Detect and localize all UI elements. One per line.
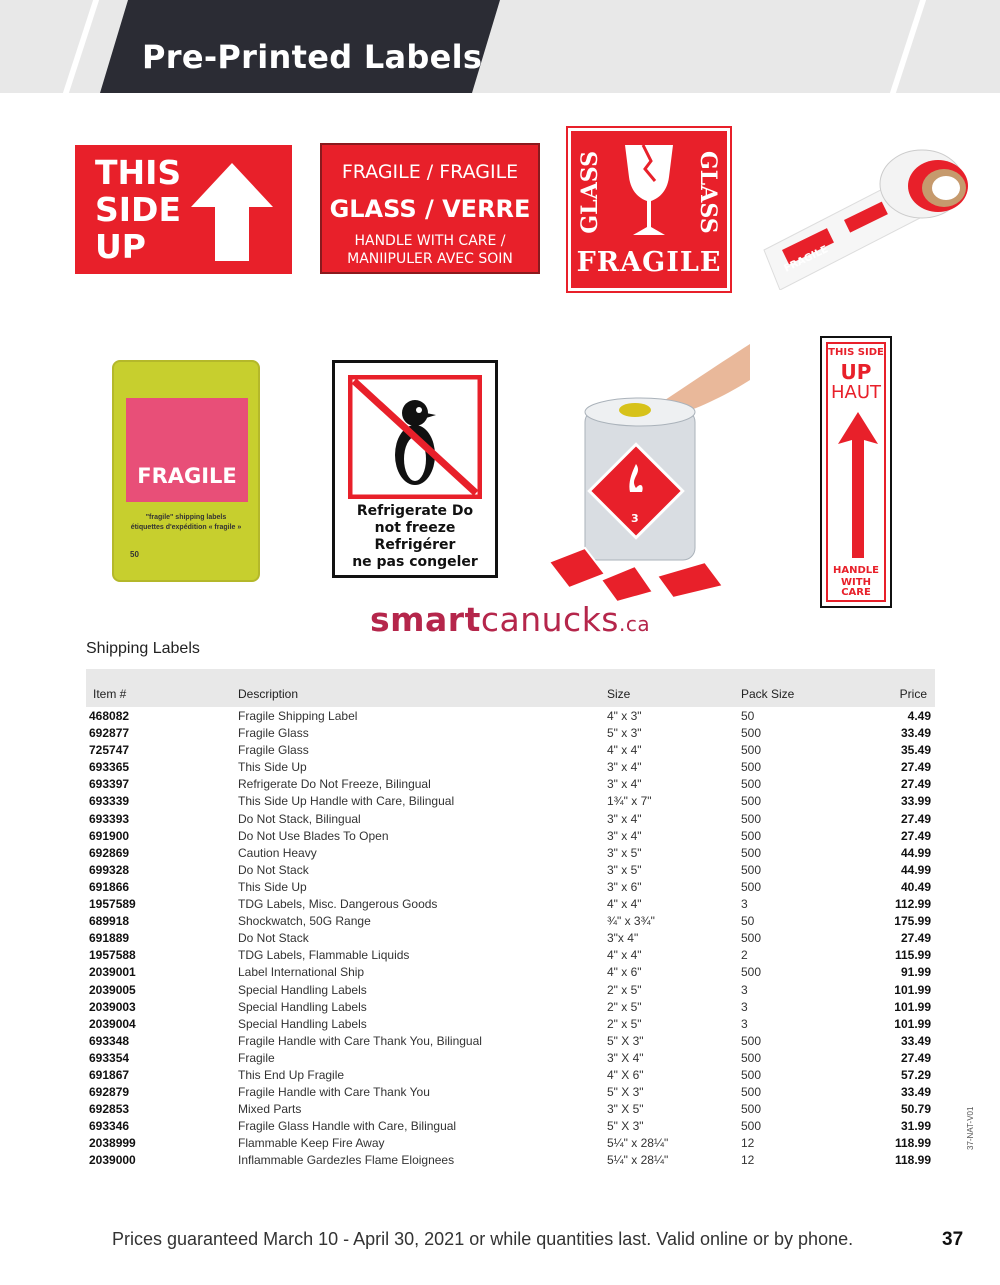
- item-pack-size: 3: [741, 897, 748, 912]
- item-number: 2039005: [89, 982, 136, 997]
- refrigerate-label-image: [332, 360, 498, 578]
- table-row: [86, 793, 935, 810]
- item-size: 4" x 4": [607, 948, 642, 963]
- item-size: 4" x 6": [607, 965, 642, 980]
- item-number: 691867: [89, 1067, 130, 1082]
- header-pack-size: Pack Size: [741, 687, 795, 701]
- fragile-tape-roll-image: [760, 140, 970, 290]
- item-pack-size: 500: [741, 794, 762, 809]
- item-price: 118.99: [894, 1136, 931, 1151]
- item-number: 693365: [89, 760, 130, 775]
- item-price: 57.29: [900, 1067, 931, 1082]
- item-price: 33.49: [900, 1085, 931, 1100]
- item-pack-size: 50: [741, 914, 755, 929]
- watermark-part2: canucks: [480, 600, 620, 639]
- item-description: Do Not Stack: [238, 931, 309, 946]
- haut-line5: WITH CARE: [841, 577, 871, 598]
- page-number: 37: [942, 1229, 964, 1250]
- item-pack-size: 500: [741, 965, 762, 980]
- item-pack-size: 12: [741, 1136, 755, 1151]
- tape-roll-text: FRAGILE: [782, 244, 830, 275]
- side-code: 37-NAT-V01: [966, 1106, 975, 1150]
- item-pack-size: 500: [741, 1102, 762, 1117]
- item-price: 44.99: [900, 862, 931, 877]
- smartcanucks-watermark: [370, 600, 650, 639]
- table-row: [86, 947, 935, 964]
- table-row: [86, 999, 935, 1016]
- item-description: Fragile Glass: [238, 726, 309, 741]
- item-size: 3" x 4": [607, 828, 642, 843]
- item-description: Do Not Use Blades To Open: [238, 828, 389, 843]
- item-price: 91.99: [900, 965, 931, 980]
- haut-line4: HANDLE: [833, 565, 879, 576]
- item-number: 693397: [89, 777, 130, 792]
- item-description: Fragile Shipping Label: [238, 709, 358, 723]
- penguin-no-icon: [348, 375, 482, 499]
- glass-fragile-bottom-text: FRAGILE: [576, 247, 722, 278]
- item-description: Fragile Handle with Care Thank You, Bilingual: [238, 1033, 482, 1048]
- item-size: 4" x 4": [607, 743, 642, 758]
- item-size: 5" X 3": [607, 1033, 644, 1048]
- table-row: [86, 708, 935, 725]
- item-pack-size: 500: [741, 743, 762, 758]
- watermark-part1: smart: [370, 600, 481, 639]
- item-number: 2038999: [89, 1136, 136, 1151]
- item-number: 699328: [89, 862, 130, 877]
- item-number: 2039003: [89, 999, 136, 1014]
- item-size: 3" X 4": [607, 1050, 644, 1065]
- item-pack-size: 500: [741, 1033, 762, 1048]
- item-number: 693393: [89, 811, 130, 826]
- table-row: [86, 845, 935, 862]
- haut-line3: HAUT: [830, 382, 882, 403]
- item-size: 4" x 3": [607, 709, 642, 723]
- glass-fragile-label-image: [568, 128, 730, 291]
- item-pack-size: 500: [741, 828, 762, 843]
- item-description: Inflammable Gardezles Flame Eloignees: [238, 1153, 455, 1168]
- fragile-pack-caption1: "fragile" shipping labels: [145, 514, 227, 521]
- watermark-part3: .ca: [619, 612, 651, 636]
- item-description: Fragile Glass: [238, 743, 309, 758]
- item-pack-size: 3: [741, 982, 748, 997]
- this-side-up-line3: UP: [95, 227, 146, 266]
- item-number: 468082: [89, 709, 130, 723]
- item-size: 3" x 5": [607, 845, 642, 860]
- item-price: 50.79: [900, 1102, 931, 1117]
- item-description: Fragile Glass Handle with Care, Bilingual: [238, 1119, 457, 1134]
- item-number: 693348: [89, 1033, 130, 1048]
- item-description: Fragile: [238, 1050, 275, 1065]
- item-size: 5" X 3": [607, 1085, 644, 1100]
- header-item: Item #: [93, 687, 127, 701]
- item-description: Label International Ship: [238, 965, 365, 980]
- item-description: This End Up Fragile: [238, 1067, 345, 1082]
- item-price: 118.99: [894, 1153, 931, 1168]
- table-row: [86, 1135, 935, 1152]
- item-pack-size: 3: [741, 1016, 748, 1031]
- item-size: 4" x 4": [607, 897, 642, 912]
- item-description: TDG Labels, Misc. Dangerous Goods: [238, 897, 438, 912]
- item-price: 44.99: [900, 845, 931, 860]
- item-price: 33.49: [900, 1033, 931, 1048]
- item-price: 33.49: [900, 726, 931, 741]
- item-pack-size: 500: [741, 879, 762, 894]
- item-price: 27.49: [900, 811, 931, 826]
- item-number: 693354: [89, 1050, 130, 1065]
- item-description: TDG Labels, Flammable Liquids: [238, 948, 410, 963]
- item-number: 1957589: [89, 897, 136, 912]
- item-number: 692877: [89, 726, 130, 741]
- this-side-up-line2: SIDE: [95, 190, 181, 229]
- item-number: 2039004: [89, 1016, 136, 1031]
- item-number: 692869: [89, 845, 130, 860]
- fragile-glass-line2: GLASS / VERRE: [329, 195, 531, 223]
- item-size: 3" X 5": [607, 1102, 644, 1117]
- item-number: 691889: [89, 931, 130, 946]
- item-pack-size: 500: [741, 777, 762, 792]
- haut-line2: UP: [840, 360, 872, 384]
- item-number: 689918: [89, 914, 130, 929]
- item-description: Mixed Parts: [238, 1102, 302, 1117]
- table-row: [86, 1152, 935, 1169]
- item-description: Special Handling Labels: [238, 999, 367, 1014]
- fragile-glass-line3: HANDLE WITH CARE /: [354, 233, 506, 249]
- table-row: [86, 776, 935, 793]
- item-price: 112.99: [894, 897, 931, 912]
- item-pack-size: 12: [741, 1153, 755, 1168]
- item-size: ¾" x 3¾": [607, 914, 655, 929]
- table-row: [86, 828, 935, 845]
- item-size: 3"x 4": [607, 931, 639, 946]
- header-slash-right: [890, 0, 926, 93]
- item-size: 3" x 4": [607, 760, 642, 775]
- item-pack-size: 500: [741, 1119, 762, 1134]
- item-number: 1957588: [89, 948, 136, 963]
- item-number: 725747: [89, 743, 130, 758]
- item-description: This Side Up Handle with Care, Bilingual: [238, 794, 455, 809]
- table-row: [86, 1118, 935, 1135]
- item-size: 3" x 5": [607, 862, 642, 877]
- glass-side-text-left: GLASS: [577, 151, 603, 234]
- haut-label-inner: [826, 342, 886, 602]
- item-price: 31.99: [900, 1119, 931, 1134]
- item-pack-size: 500: [741, 862, 762, 877]
- refrigerate-text: [335, 503, 495, 571]
- fragile-label-pack-image: [112, 360, 260, 582]
- item-size: 5¼" x 28¼": [607, 1153, 669, 1168]
- header-band: [0, 0, 1000, 93]
- item-number: 691900: [89, 828, 130, 843]
- this-side-up-haut-label-image: [820, 336, 892, 608]
- item-description: This Side Up: [238, 879, 307, 894]
- item-description: Do Not Stack, Bilingual: [238, 811, 361, 826]
- item-number: 693339: [89, 794, 130, 809]
- table-row: [86, 982, 935, 999]
- refrigerate-line1: Refrigerate Do: [356, 503, 474, 519]
- item-description: Shockwatch, 50G Range: [238, 914, 371, 929]
- item-number: 2039001: [89, 965, 136, 980]
- item-price: 35.49: [900, 743, 931, 758]
- item-number: 693346: [89, 1119, 130, 1134]
- table-row: [86, 742, 935, 759]
- item-pack-size: 500: [741, 931, 762, 946]
- item-size: 5" X 3": [607, 1119, 644, 1134]
- item-pack-size: 2: [741, 948, 748, 963]
- item-number: 692853: [89, 1102, 130, 1117]
- table-row: [86, 725, 935, 742]
- item-price: 27.49: [900, 828, 931, 843]
- item-description: Do Not Stack: [238, 862, 309, 877]
- item-description: Special Handling Labels: [238, 1016, 367, 1031]
- item-pack-size: 500: [741, 1085, 762, 1100]
- item-price: 4.49: [907, 709, 931, 723]
- item-number: 692879: [89, 1085, 130, 1100]
- item-pack-size: 500: [741, 1050, 762, 1065]
- item-size: 2" x 5": [607, 999, 642, 1014]
- header-slash-left: [63, 0, 99, 93]
- table-row: [86, 1033, 935, 1050]
- item-number: 2039000: [89, 1153, 136, 1168]
- flammable-class-number: 3: [631, 512, 639, 525]
- footer-note: Prices guaranteed March 10 - April 30, 2021 or while quantities last. Valid online or by phone.: [112, 1229, 854, 1249]
- header-description: Description: [238, 687, 299, 701]
- item-pack-size: 500: [741, 760, 762, 775]
- table-row: [86, 1101, 935, 1118]
- table-body: [86, 708, 935, 1170]
- fragile-glass-label-image: [320, 143, 540, 274]
- broken-glass-icon: [621, 141, 677, 241]
- item-price: 40.49: [900, 879, 931, 894]
- item-pack-size: 500: [741, 1067, 762, 1082]
- item-size: 3" x 4": [607, 811, 642, 826]
- item-size: 3" x 4": [607, 777, 642, 792]
- table-row: [86, 896, 935, 913]
- refrigerate-line2: not freeze: [374, 520, 456, 536]
- item-pack-size: 500: [741, 845, 762, 860]
- item-price: 27.49: [900, 931, 931, 946]
- fragile-pack-label-text: FRAGILE: [137, 464, 237, 488]
- table-row: [86, 862, 935, 879]
- item-size: 2" x 5": [607, 1016, 642, 1031]
- item-size: 4" X 6": [607, 1067, 644, 1082]
- item-price: 101.99: [894, 1016, 931, 1031]
- item-pack-size: 500: [741, 726, 762, 741]
- table-row: [86, 879, 935, 896]
- table-row: [86, 913, 935, 930]
- item-description: This Side Up: [238, 760, 307, 775]
- section-title: Shipping Labels: [86, 640, 200, 657]
- item-description: Fragile Handle with Care Thank You: [238, 1085, 430, 1100]
- this-side-up-line1: THIS: [95, 153, 182, 192]
- table-row: [86, 1084, 935, 1101]
- table-row: [86, 964, 935, 981]
- item-description: Special Handling Labels: [238, 982, 367, 997]
- refrigerate-line4: ne pas congeler: [352, 554, 478, 570]
- arrow-up-icon: [187, 159, 277, 263]
- item-price: 175.99: [894, 914, 931, 929]
- header-price: Price: [899, 687, 927, 701]
- table-row: [86, 759, 935, 776]
- table-row: [86, 1016, 935, 1033]
- fragile-glass-line4: MANIIPULER AVEC SOIN: [347, 251, 513, 267]
- item-size: 3" x 6": [607, 879, 642, 894]
- arrow-up-icon: [836, 410, 880, 560]
- item-number: 691866: [89, 879, 130, 894]
- table-row: [86, 1050, 935, 1067]
- item-price: 101.99: [894, 999, 931, 1014]
- table-header: [86, 669, 935, 707]
- refrigerate-line3: Refrigérer: [374, 537, 456, 553]
- item-size: 2" x 5": [607, 982, 642, 997]
- fragile-pack-count: 50: [130, 550, 139, 559]
- header-size: Size: [607, 687, 631, 701]
- item-price: 115.99: [894, 948, 931, 963]
- fragile-pack-label: [126, 398, 248, 502]
- item-price: 101.99: [894, 982, 931, 997]
- item-pack-size: 500: [741, 811, 762, 826]
- table-row: [86, 930, 935, 947]
- item-description: Refrigerate Do Not Freeze, Bilingual: [238, 777, 431, 792]
- item-size: 5" x 3": [607, 726, 642, 741]
- item-price: 33.99: [900, 794, 931, 809]
- this-side-up-label-image: [75, 145, 292, 274]
- item-size: 5¼" x 28¼": [607, 1136, 669, 1151]
- fragile-glass-line1: FRAGILE / FRAGILE: [341, 161, 519, 183]
- item-price: 27.49: [900, 777, 931, 792]
- fragile-pack-caption2: étiquettes d'expédition « fragile »: [130, 524, 242, 531]
- table-row: [86, 1067, 935, 1084]
- table-row: [86, 811, 935, 828]
- item-pack-size: 50: [741, 709, 755, 723]
- item-price: 27.49: [900, 1050, 931, 1065]
- item-size: 1¾" x 7": [607, 794, 652, 809]
- haut-line1: THIS SIDE: [828, 347, 884, 358]
- flammable-can-photo: [545, 340, 755, 605]
- page-title: Pre-Printed Labels: [142, 38, 483, 76]
- item-description: Caution Heavy: [238, 845, 317, 860]
- item-description: Flammable Keep Fire Away: [238, 1136, 385, 1151]
- item-pack-size: 3: [741, 999, 748, 1014]
- item-price: 27.49: [900, 760, 931, 775]
- glass-side-text-right: GLASS: [695, 151, 721, 234]
